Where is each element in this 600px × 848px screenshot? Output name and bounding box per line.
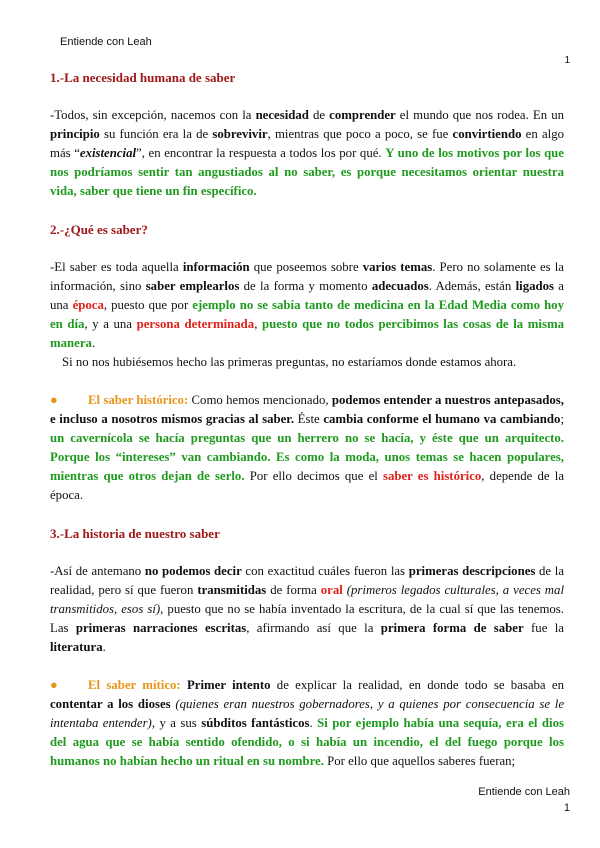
text-highlight-green: ejemplo no se sabía tanto de medicina en la Edad Media como hoy en día xyxy=(50,298,564,331)
text: , y a sus xyxy=(151,716,202,730)
text: ; xyxy=(560,412,564,426)
section-1-paragraph xyxy=(50,106,564,201)
text: el mundo que nos rodea. En un xyxy=(395,108,564,122)
text-highlight-red: oral xyxy=(320,583,343,597)
text-bold: información xyxy=(182,260,250,274)
text: de la forma y momento xyxy=(239,279,372,293)
text: de explicar la realidad, en donde todo se basaba en xyxy=(270,678,564,692)
text-bold: primeras narraciones escritas xyxy=(75,621,247,635)
text-bold: contentar a los dioses xyxy=(50,697,171,711)
page-footer xyxy=(478,784,570,816)
text: Éste xyxy=(294,412,324,426)
bullet-icon: ● xyxy=(50,678,58,692)
bullet-icon: ● xyxy=(50,393,58,407)
text-bold: necesidad xyxy=(255,108,309,122)
text-bold: cambia conforme el humano va cambiando xyxy=(323,412,561,426)
text: de la realidad, pero sí que fueron xyxy=(50,564,564,597)
section-1-heading: 1.-La necesidad humana de saber xyxy=(50,70,236,85)
text-bold: sobrevivir xyxy=(212,127,268,141)
page-header-title: Entiende con Leah xyxy=(60,36,152,48)
page-footer-number: 1 xyxy=(563,802,570,814)
text-highlight-red: época xyxy=(72,298,104,312)
text-bold: comprender xyxy=(329,108,396,122)
text: Por ello decimos que el xyxy=(244,469,383,483)
text: de forma xyxy=(266,583,321,597)
text-bold: saber emplearlos xyxy=(145,279,240,293)
text-highlight-orange: El saber mítico: xyxy=(88,678,181,692)
section-2-paragraph-1 xyxy=(50,258,564,353)
text-highlight-green: un cavernícola se hacía preguntas que un herrero no se hacía, y éste que un arquitecto. Porque los “intereses” van cambiando. Es como la moda, unos temas se hacen populares, mientras que otros dejan de serlo. xyxy=(50,431,564,483)
text-highlight-orange: El saber histórico: xyxy=(88,393,189,407)
text: -El saber es toda aquella xyxy=(50,260,183,274)
text: que poseemos sobre xyxy=(249,260,363,274)
text-bold: no podemos decir xyxy=(144,564,242,578)
text-highlight-red: persona determinada xyxy=(136,317,255,331)
text: , y a una xyxy=(84,317,137,331)
text-bold: convirtiendo xyxy=(452,127,522,141)
section-3-heading: 3.-La historia de nuestro saber xyxy=(50,526,220,541)
text: su función era la de xyxy=(99,127,213,141)
text-bold: súbditos fantásticos xyxy=(201,716,310,730)
section-2-heading: 2.-¿Qué es saber? xyxy=(50,222,148,237)
text: con exactitud cuáles fueron las xyxy=(241,564,409,578)
text: . xyxy=(309,716,318,730)
text: en algo más “ xyxy=(50,127,564,160)
text-italic: (quienes eran nuestros gobernadores, y a quienes por consecuencia se le intentaba entender) xyxy=(50,697,565,730)
text-bold: primera forma de saber xyxy=(380,621,524,635)
text: ”, en encontrar la respuesta a todos los por qué. xyxy=(136,146,386,160)
section-3-paragraph xyxy=(50,562,564,657)
section-2-bullet-historico xyxy=(50,391,564,505)
text-highlight-green: Si por ejemplo había una sequía, era el dios del agua que se había sentido ofendido, o si había un incendio, el del fuego porque los humanos no habían hecho un ritual en su nombre. xyxy=(50,716,564,768)
text-highlight-green: puesto que no todos percibimos las cosas de la misma manera xyxy=(50,317,564,350)
text: a una xyxy=(50,279,564,312)
document-body xyxy=(50,68,564,771)
text: de xyxy=(308,108,330,122)
text-bold: literatura xyxy=(50,640,103,654)
section-2-paragraph-2: Si no nos hubiésemos hecho las primeras preguntas, no estaríamos donde estamos ahora. xyxy=(62,355,517,369)
text: . Además, están xyxy=(428,279,516,293)
page-footer-title: Entiende con Leah xyxy=(478,786,570,798)
section-3-bullet-mitico xyxy=(50,676,564,771)
text: -Así de antemano xyxy=(50,564,145,578)
text-bold: ligados xyxy=(515,279,554,293)
text-bold: podemos entender a nuestros antepasados, e incluso a nosotros mismos gracias al saber. xyxy=(50,393,564,426)
text-bold: principio xyxy=(50,127,100,141)
text-highlight-green: Y uno de los motivos por los que nos podríamos sentir tan angustiados al no saber, es porque necesitamos orientar nuestra vida, saber que tiene un fin específico. xyxy=(50,146,564,198)
text-bold-italic: existencial xyxy=(79,146,137,160)
text-highlight-red: saber es histórico xyxy=(383,469,482,483)
text-bold: Primer intento xyxy=(186,678,271,692)
text: . Pero no solamente es la información, sino xyxy=(50,260,564,293)
text-bold: varios temas xyxy=(362,260,433,274)
text-bold: adecuados xyxy=(371,279,429,293)
text-bold: primeras descripciones xyxy=(408,564,536,578)
text: , depende de la época. xyxy=(50,469,565,502)
text: , xyxy=(254,317,262,331)
text: , puesto que no se había inventado la escritura, de la cual sí que las tenemos. Las xyxy=(50,602,564,635)
text: Por ello que aquellos saberes fueran; xyxy=(323,754,516,768)
text: -Todos, sin excepción, nacemos con la xyxy=(50,108,256,122)
text: , mientras que poco a poco, se fue xyxy=(267,127,453,141)
text: Como hemos mencionado, xyxy=(188,393,332,407)
text-italic: (primeros legados culturales, a veces mal transmitidos, esos sí) xyxy=(50,583,564,616)
text: , afirmando así que la xyxy=(246,621,381,635)
text: fue la xyxy=(523,621,564,635)
text-bold: transmitidas xyxy=(197,583,267,597)
text: . xyxy=(102,640,106,654)
text: . xyxy=(91,336,96,350)
text: , puesto que por xyxy=(103,298,193,312)
page-header-number: 1 xyxy=(564,55,570,66)
